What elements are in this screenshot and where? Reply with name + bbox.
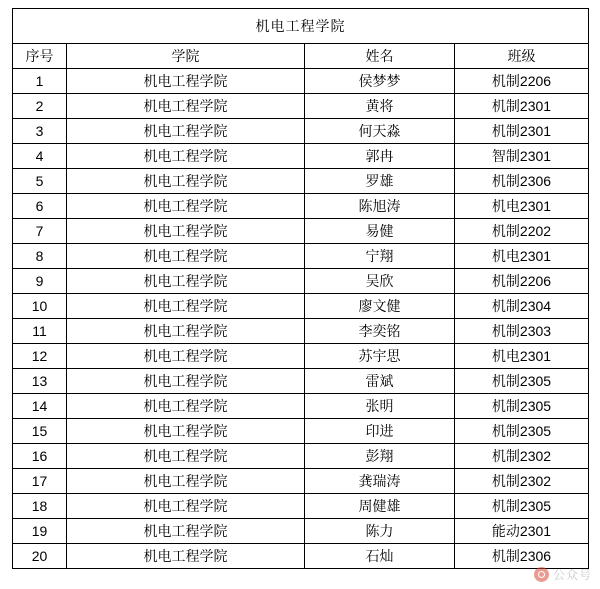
wechat-badge-icon xyxy=(534,567,549,582)
cell-index: 6 xyxy=(13,194,67,219)
cell-class: 机制2306 xyxy=(455,169,589,194)
cell-class: 机制2305 xyxy=(455,369,589,394)
cell-college: 机电工程学院 xyxy=(67,394,305,419)
cell-index: 18 xyxy=(13,494,67,519)
cell-name: 黄将 xyxy=(305,94,455,119)
table-header-row xyxy=(13,44,589,69)
cell-college: 机电工程学院 xyxy=(67,519,305,544)
cell-college: 机电工程学院 xyxy=(67,319,305,344)
cell-college: 机电工程学院 xyxy=(67,119,305,144)
cell-index: 10 xyxy=(13,294,67,319)
page-title: 机电工程学院 xyxy=(13,9,589,44)
cell-name: 周健雄 xyxy=(305,494,455,519)
roster-table xyxy=(12,8,589,569)
cell-class: 机制2202 xyxy=(455,219,589,244)
cell-name: 张明 xyxy=(305,394,455,419)
cell-index: 4 xyxy=(13,144,67,169)
table-row xyxy=(13,344,589,369)
cell-class: 机电2301 xyxy=(455,244,589,269)
cell-name: 龚瑞涛 xyxy=(305,469,455,494)
cell-index: 15 xyxy=(13,419,67,444)
cell-name: 彭翔 xyxy=(305,444,455,469)
cell-index: 8 xyxy=(13,244,67,269)
table-row xyxy=(13,419,589,444)
cell-index: 11 xyxy=(13,319,67,344)
cell-class: 机电2301 xyxy=(455,344,589,369)
roster-table-body xyxy=(13,9,589,569)
cell-name: 陈力 xyxy=(305,519,455,544)
cell-class: 机制2303 xyxy=(455,319,589,344)
cell-name: 郭冉 xyxy=(305,144,455,169)
cell-class: 机制2301 xyxy=(455,119,589,144)
cell-college: 机电工程学院 xyxy=(67,294,305,319)
cell-college: 机电工程学院 xyxy=(67,469,305,494)
cell-name: 吴欣 xyxy=(305,269,455,294)
cell-index: 17 xyxy=(13,469,67,494)
cell-index: 16 xyxy=(13,444,67,469)
table-row xyxy=(13,94,589,119)
column-header-index: 序号 xyxy=(13,44,67,69)
cell-college: 机电工程学院 xyxy=(67,444,305,469)
cell-class: 机制2305 xyxy=(455,419,589,444)
cell-name: 雷斌 xyxy=(305,369,455,394)
cell-name: 侯梦梦 xyxy=(305,69,455,94)
cell-index: 19 xyxy=(13,519,67,544)
table-row xyxy=(13,319,589,344)
cell-college: 机电工程学院 xyxy=(67,344,305,369)
table-row xyxy=(13,69,589,94)
column-header-college: 学院 xyxy=(67,44,305,69)
table-row xyxy=(13,544,589,569)
table-row xyxy=(13,194,589,219)
table-row xyxy=(13,494,589,519)
cell-name: 石灿 xyxy=(305,544,455,569)
cell-college: 机电工程学院 xyxy=(67,144,305,169)
table-row xyxy=(13,144,589,169)
cell-index: 9 xyxy=(13,269,67,294)
cell-class: 机制2206 xyxy=(455,269,589,294)
cell-class: 机制2206 xyxy=(455,69,589,94)
cell-class: 机制2304 xyxy=(455,294,589,319)
cell-name: 罗雄 xyxy=(305,169,455,194)
table-row xyxy=(13,369,589,394)
cell-index: 7 xyxy=(13,219,67,244)
table-row xyxy=(13,244,589,269)
cell-college: 机电工程学院 xyxy=(67,69,305,94)
cell-college: 机电工程学院 xyxy=(67,194,305,219)
column-header-name: 姓名 xyxy=(305,44,455,69)
cell-class: 机制2305 xyxy=(455,494,589,519)
cell-college: 机电工程学院 xyxy=(67,494,305,519)
cell-class: 机制2302 xyxy=(455,444,589,469)
cell-college: 机电工程学院 xyxy=(67,244,305,269)
cell-index: 14 xyxy=(13,394,67,419)
cell-college: 机电工程学院 xyxy=(67,544,305,569)
table-row xyxy=(13,269,589,294)
table-row xyxy=(13,294,589,319)
cell-class: 机制2301 xyxy=(455,94,589,119)
cell-college: 机电工程学院 xyxy=(67,219,305,244)
cell-class: 机制2305 xyxy=(455,394,589,419)
cell-name: 廖文健 xyxy=(305,294,455,319)
cell-college: 机电工程学院 xyxy=(67,369,305,394)
cell-index: 2 xyxy=(13,94,67,119)
table-row xyxy=(13,469,589,494)
cell-index: 3 xyxy=(13,119,67,144)
cell-college: 机电工程学院 xyxy=(67,419,305,444)
title-row xyxy=(13,9,589,44)
column-header-class: 班级 xyxy=(455,44,589,69)
table-row xyxy=(13,519,589,544)
table-row xyxy=(13,219,589,244)
cell-class: 机制2306 xyxy=(455,544,589,569)
cell-index: 12 xyxy=(13,344,67,369)
watermark-label: 公众号 xyxy=(552,568,592,582)
cell-name: 陈旭涛 xyxy=(305,194,455,219)
cell-name: 苏宇思 xyxy=(305,344,455,369)
cell-name: 李奕铭 xyxy=(305,319,455,344)
cell-class: 机制2302 xyxy=(455,469,589,494)
cell-index: 20 xyxy=(13,544,67,569)
table-row xyxy=(13,169,589,194)
cell-college: 机电工程学院 xyxy=(67,169,305,194)
cell-name: 何天淼 xyxy=(305,119,455,144)
cell-name: 易健 xyxy=(305,219,455,244)
cell-name: 宁翔 xyxy=(305,244,455,269)
cell-class: 机电2301 xyxy=(455,194,589,219)
table-row xyxy=(13,444,589,469)
cell-class: 能动2301 xyxy=(455,519,589,544)
cell-class: 智制2301 xyxy=(455,144,589,169)
cell-name: 印进 xyxy=(305,419,455,444)
cell-index: 1 xyxy=(13,69,67,94)
cell-college: 机电工程学院 xyxy=(67,94,305,119)
cell-college: 机电工程学院 xyxy=(67,269,305,294)
table-row xyxy=(13,394,589,419)
table-row xyxy=(13,119,589,144)
cell-index: 5 xyxy=(13,169,67,194)
cell-index: 13 xyxy=(13,369,67,394)
